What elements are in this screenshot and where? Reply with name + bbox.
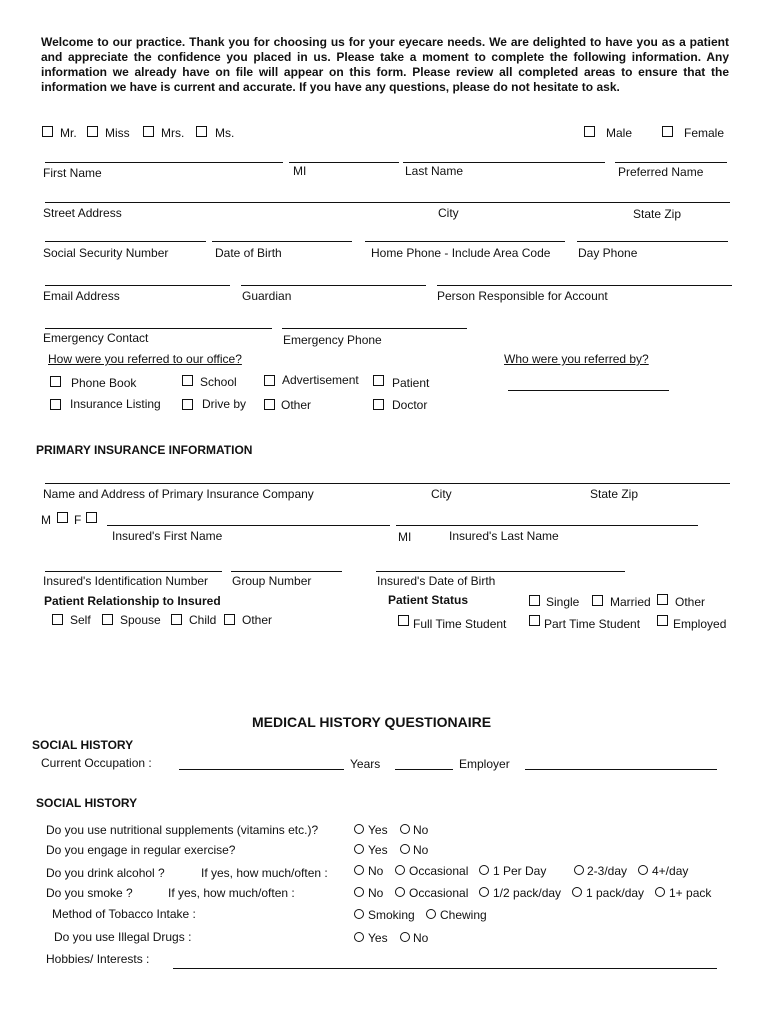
relationship-other-checkbox[interactable] xyxy=(224,614,235,625)
insured-id-line[interactable] xyxy=(45,571,222,572)
exercise-question: Do you engage in regular exercise? xyxy=(46,843,236,857)
smoke-one-plus-label: 1+ pack xyxy=(669,886,712,900)
email-label: Email Address xyxy=(43,289,120,303)
alcohol-no-label: No xyxy=(368,864,384,878)
supplements-no-label: No xyxy=(413,823,429,837)
referral-other-checkbox[interactable] xyxy=(264,399,275,410)
status-other-checkbox[interactable] xyxy=(657,594,668,605)
smoke-half-pack-label: 1/2 pack/day xyxy=(493,886,562,900)
email-line[interactable] xyxy=(45,285,230,286)
insured-last-name-line[interactable] xyxy=(396,525,698,526)
full-time-student-checkbox[interactable] xyxy=(398,615,409,626)
drugs-question: Do you use Illegal Drugs : xyxy=(54,930,192,944)
guardian-label: Guardian xyxy=(242,289,292,303)
supplements-no-radio[interactable] xyxy=(400,824,410,834)
last-name-label: Last Name xyxy=(405,164,464,178)
guardian-line[interactable] xyxy=(241,285,426,286)
phone-book-label: Phone Book xyxy=(71,376,137,390)
insurance-state-zip-label: State Zip xyxy=(590,487,639,501)
group-number-line[interactable] xyxy=(231,571,342,572)
insured-first-name-line[interactable] xyxy=(107,525,390,526)
insured-m-checkbox[interactable] xyxy=(57,512,68,523)
relationship-heading: Patient Relationship to Insured xyxy=(44,594,221,608)
supplements-question: Do you use nutritional supplements (vitamins etc.)? xyxy=(46,823,319,837)
primary-insurance-heading: PRIMARY INSURANCE INFORMATION xyxy=(36,443,253,457)
alcohol-no-radio[interactable] xyxy=(354,865,364,875)
exercise-no-radio[interactable] xyxy=(400,844,410,854)
emergency-phone-line[interactable] xyxy=(282,328,467,329)
insured-f-checkbox[interactable] xyxy=(86,512,97,523)
relationship-other-label: Other xyxy=(242,613,273,627)
mr-checkbox[interactable] xyxy=(42,126,53,137)
insured-last-name-label: Insured's Last Name xyxy=(449,529,559,543)
self-checkbox[interactable] xyxy=(52,614,63,625)
male-label: Male xyxy=(606,126,633,140)
ms-label: Ms. xyxy=(215,126,235,140)
alcohol-two-three-label: 2-3/day xyxy=(587,864,628,878)
group-number-label: Group Number xyxy=(232,574,312,588)
address-line[interactable] xyxy=(45,202,730,203)
tobacco-question: Method of Tobacco Intake : xyxy=(52,907,196,921)
dob-label: Date of Birth xyxy=(215,246,282,260)
patient-status-heading: Patient Status xyxy=(388,593,469,607)
alcohol-frequency-question: If yes, how much/often : xyxy=(201,866,328,880)
social-history-heading-1: SOCIAL HISTORY xyxy=(32,738,134,752)
medical-history-heading: MEDICAL HISTORY QUESTIONAIRE xyxy=(252,714,492,730)
part-time-student-label: Part Time Student xyxy=(544,617,641,631)
miss-label: Miss xyxy=(105,126,130,140)
city-label: City xyxy=(438,206,459,220)
insured-mi-label: MI xyxy=(398,530,412,544)
insured-dob-line[interactable] xyxy=(376,571,625,572)
smoke-one-plus-radio[interactable] xyxy=(655,887,665,897)
referral-how-question: How were you referred to our office? xyxy=(48,352,242,366)
years-line[interactable] xyxy=(395,769,453,770)
married-label: Married xyxy=(610,595,651,609)
day-phone-line[interactable] xyxy=(577,241,728,242)
smoke-frequency-question: If yes, how much/often : xyxy=(168,886,295,900)
preferred-name-label: Preferred Name xyxy=(618,165,704,179)
alcohol-one-per-day-radio[interactable] xyxy=(479,865,489,875)
mrs-label: Mrs. xyxy=(161,126,185,140)
state-zip-label: State Zip xyxy=(633,207,682,221)
drive-by-label: Drive by xyxy=(202,397,247,411)
phone-book-checkbox[interactable] xyxy=(50,376,61,387)
day-phone-label: Day Phone xyxy=(578,246,638,260)
mrs-checkbox[interactable] xyxy=(143,126,154,137)
occupation-label: Current Occupation : xyxy=(41,756,152,770)
dob-line[interactable] xyxy=(212,241,352,242)
spouse-checkbox[interactable] xyxy=(102,614,113,625)
spouse-label: Spouse xyxy=(120,613,161,627)
first-name-line[interactable] xyxy=(45,162,283,163)
exercise-no-label: No xyxy=(413,843,429,857)
smoke-question: Do you smoke ? xyxy=(46,886,133,900)
insurance-city-label: City xyxy=(431,487,452,501)
married-checkbox[interactable] xyxy=(592,595,603,606)
insurance-listing-label: Insurance Listing xyxy=(70,397,161,411)
ms-checkbox[interactable] xyxy=(196,126,207,137)
employer-line[interactable] xyxy=(525,769,717,770)
insured-id-label: Insured's Identification Number xyxy=(43,574,209,588)
drugs-yes-radio[interactable] xyxy=(354,932,364,942)
hobbies-line[interactable] xyxy=(173,968,717,969)
status-other-label: Other xyxy=(675,595,706,609)
referred-by-line[interactable] xyxy=(508,390,669,391)
years-label: Years xyxy=(350,757,381,771)
drugs-no-radio[interactable] xyxy=(400,932,410,942)
emergency-phone-label: Emergency Phone xyxy=(283,333,382,347)
street-address-label: Street Address xyxy=(43,206,122,220)
smoke-occasional-label: Occasional xyxy=(409,886,469,900)
single-label: Single xyxy=(546,595,580,609)
child-checkbox[interactable] xyxy=(171,614,182,625)
doctor-label: Doctor xyxy=(392,398,428,412)
preferred-name-line[interactable] xyxy=(615,162,727,163)
advertisement-label: Advertisement xyxy=(282,373,359,387)
insurance-company-label: Name and Address of Primary Insurance Company xyxy=(43,487,314,501)
hobbies-label: Hobbies/ Interests : xyxy=(46,952,150,966)
drugs-no-label: No xyxy=(413,931,429,945)
supplements-yes-label: Yes xyxy=(368,823,388,837)
home-phone-line[interactable] xyxy=(365,241,565,242)
single-checkbox[interactable] xyxy=(529,595,540,606)
supplements-yes-radio[interactable] xyxy=(354,824,364,834)
mr-label: Mr. xyxy=(60,126,77,140)
home-phone-label: Home Phone - Include Area Code xyxy=(371,246,551,260)
female-label: Female xyxy=(684,126,725,140)
full-time-student-label: Full Time Student xyxy=(413,617,507,631)
miss-checkbox[interactable] xyxy=(87,126,98,137)
drugs-yes-label: Yes xyxy=(368,931,388,945)
smoke-half-pack-radio[interactable] xyxy=(479,887,489,897)
alcohol-four-plus-radio[interactable] xyxy=(638,865,648,875)
ssn-line[interactable] xyxy=(45,241,206,242)
mi-line[interactable] xyxy=(289,162,399,163)
school-label: School xyxy=(200,375,237,389)
patient-checkbox[interactable] xyxy=(373,375,384,386)
referral-other-label: Other xyxy=(281,398,312,412)
alcohol-occasional-radio[interactable] xyxy=(395,865,405,875)
drive-by-checkbox[interactable] xyxy=(182,399,193,410)
tobacco-chewing-label: Chewing xyxy=(440,908,487,922)
advertisement-checkbox[interactable] xyxy=(264,375,275,386)
insured-dob-label: Insured's Date of Birth xyxy=(377,574,496,588)
alcohol-one-per-day-label: 1 Per Day xyxy=(493,864,547,878)
tobacco-chewing-radio[interactable] xyxy=(426,909,436,919)
emergency-contact-line[interactable] xyxy=(45,328,272,329)
patient-label: Patient xyxy=(392,376,430,390)
smoke-no-label: No xyxy=(368,886,384,900)
smoke-one-pack-label: 1 pack/day xyxy=(586,886,645,900)
child-label: Child xyxy=(189,613,217,627)
responsible-label: Person Responsible for Account xyxy=(437,289,608,303)
first-name-label: First Name xyxy=(43,166,102,180)
alcohol-occasional-label: Occasional xyxy=(409,864,469,878)
intro-paragraph: Welcome to our practice. Thank you for choosing us for your eyecare needs. We are delighted to have you as a patient and appreciate the confidence you placed in us. Please take a moment to complete the following information. Any information we already have on file will appear on this form. Please review all completed areas to ensure that the information we have is current and accurate. If you have any questions, please do not hesitate to ask. xyxy=(41,35,729,94)
insured-first-name-label: Insured's First Name xyxy=(112,529,223,543)
female-checkbox[interactable] xyxy=(662,126,673,137)
male-checkbox[interactable] xyxy=(584,126,595,137)
employed-label: Employed xyxy=(673,617,727,631)
doctor-checkbox[interactable] xyxy=(373,399,384,410)
insurance-company-line[interactable] xyxy=(45,483,730,484)
ssn-label: Social Security Number xyxy=(43,246,169,260)
school-checkbox[interactable] xyxy=(182,375,193,386)
smoke-occasional-radio[interactable] xyxy=(395,887,405,897)
smoke-one-pack-radio[interactable] xyxy=(572,887,582,897)
insured-m-label: M xyxy=(41,513,51,527)
emergency-contact-label: Emergency Contact xyxy=(43,331,149,345)
insured-f-label: F xyxy=(74,513,82,527)
self-label: Self xyxy=(70,613,91,627)
referral-who-question: Who were you referred by? xyxy=(504,352,649,366)
insurance-listing-checkbox[interactable] xyxy=(50,399,61,410)
exercise-yes-radio[interactable] xyxy=(354,844,364,854)
alcohol-two-three-radio[interactable] xyxy=(574,865,584,875)
social-history-heading-2: SOCIAL HISTORY xyxy=(36,796,138,810)
responsible-line[interactable] xyxy=(437,285,732,286)
employed-checkbox[interactable] xyxy=(657,615,668,626)
employer-label: Employer xyxy=(459,757,510,771)
part-time-student-checkbox[interactable] xyxy=(529,615,540,626)
mi-label: MI xyxy=(293,164,307,178)
alcohol-question: Do you drink alcohol ? xyxy=(46,866,165,880)
tobacco-smoking-label: Smoking xyxy=(368,908,415,922)
smoke-no-radio[interactable] xyxy=(354,887,364,897)
alcohol-four-plus-label: 4+/day xyxy=(652,864,689,878)
exercise-yes-label: Yes xyxy=(368,843,388,857)
tobacco-smoking-radio[interactable] xyxy=(354,909,364,919)
last-name-line[interactable] xyxy=(403,162,605,163)
occupation-line[interactable] xyxy=(179,769,344,770)
